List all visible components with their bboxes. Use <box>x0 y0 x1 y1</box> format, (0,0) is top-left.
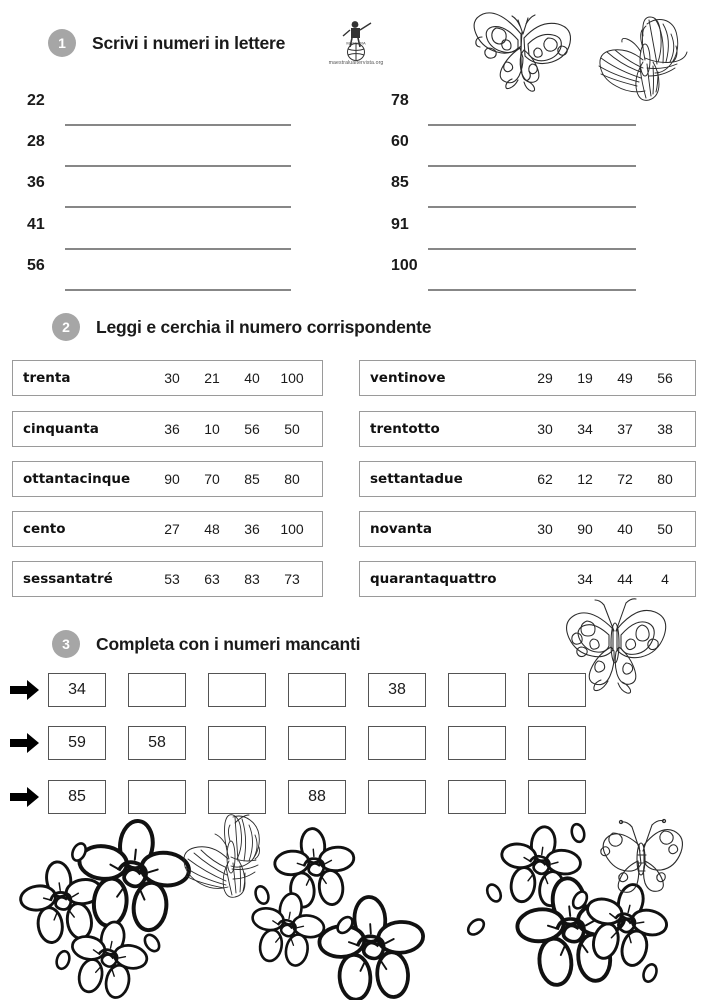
exercise-2-option[interactable]: 56 <box>244 420 260 437</box>
exercise-2-option[interactable]: 85 <box>244 470 260 487</box>
sequence-cell-empty[interactable] <box>528 673 586 707</box>
exercise-1-answer-line[interactable] <box>65 248 291 250</box>
exercise-1-answer-line[interactable] <box>65 206 291 208</box>
sequence-cell-empty[interactable] <box>288 673 346 707</box>
exercise-2-options <box>113 572 312 587</box>
maestra-logo-icon <box>333 16 379 62</box>
sequence-cell-empty[interactable] <box>368 726 426 760</box>
exercise-3-title: Completa con i numeri mancanti <box>96 633 361 654</box>
exercise-2-row[interactable] <box>359 461 696 497</box>
exercise-2-option[interactable]: 70 <box>204 470 220 487</box>
exercise-2-badge: 2 <box>52 313 80 341</box>
exercise-1-number: 22 <box>27 92 45 109</box>
sequence-cell-filled[interactable]: 58 <box>128 726 186 760</box>
exercise-2-word: cinquanta <box>23 421 99 437</box>
exercise-2-option[interactable]: 50 <box>284 420 300 437</box>
exercise-2-options <box>70 371 312 386</box>
exercise-2-options <box>130 472 312 487</box>
sequence-cell-empty[interactable] <box>208 673 266 707</box>
exercise-2-option[interactable]: 62 <box>537 470 553 487</box>
sequence-cell-empty[interactable] <box>528 726 586 760</box>
exercise-2-word: trenta <box>23 370 71 386</box>
exercise-2-row[interactable] <box>359 411 696 447</box>
exercise-2-option[interactable]: 34 <box>577 570 593 587</box>
exercise-1-number: 56 <box>27 257 45 274</box>
exercise-2-options <box>463 472 685 487</box>
exercise-2-row[interactable] <box>12 360 323 396</box>
exercise-2-options <box>497 572 685 587</box>
exercise-2-row[interactable] <box>359 561 696 597</box>
exercise-1-answer-line[interactable] <box>65 165 291 167</box>
exercise-1-answer-line[interactable] <box>65 289 291 291</box>
exercise-2-option[interactable]: 38 <box>657 420 673 437</box>
exercise-1-number: 100 <box>391 257 418 274</box>
exercise-1-answer-line[interactable] <box>428 248 636 250</box>
exercise-2-row[interactable] <box>359 511 696 547</box>
exercise-2-options <box>446 371 686 386</box>
exercise-1-row <box>27 257 291 291</box>
exercise-1-row <box>27 133 291 167</box>
exercise-2-option[interactable]: 34 <box>577 420 593 437</box>
exercise-2-option[interactable]: 21 <box>204 369 220 386</box>
sequence-cell-empty[interactable] <box>448 673 506 707</box>
exercise-2-row[interactable] <box>12 461 323 497</box>
exercise-2-header <box>52 313 431 341</box>
sequence-cell-empty[interactable] <box>128 673 186 707</box>
exercise-2-option[interactable]: 80 <box>657 470 673 487</box>
exercise-2-option[interactable]: 80 <box>284 470 300 487</box>
exercise-2-option[interactable]: 48 <box>204 520 220 537</box>
exercise-1-number: 78 <box>391 92 409 109</box>
exercise-2-option[interactable]: 36 <box>244 520 260 537</box>
exercise-2-option[interactable]: 27 <box>164 520 180 537</box>
sequence-cell-filled[interactable]: 38 <box>368 673 426 707</box>
exercise-2-row[interactable] <box>12 561 323 597</box>
exercise-2-option[interactable]: 4 <box>661 570 669 587</box>
exercise-1-row <box>27 174 291 208</box>
exercise-2-option[interactable]: 12 <box>577 470 593 487</box>
exercise-2-option[interactable]: 63 <box>204 570 220 587</box>
exercise-2-option[interactable]: 19 <box>577 369 593 386</box>
exercise-2-option[interactable]: 40 <box>244 369 260 386</box>
exercise-2-options <box>99 422 312 437</box>
svg-text:MAESTRA: MAESTRA <box>346 40 366 46</box>
exercise-2-option[interactable]: 100 <box>280 520 304 537</box>
arrow-right-icon <box>10 679 40 701</box>
exercise-2-option[interactable]: 30 <box>537 520 553 537</box>
exercise-2-option[interactable]: 30 <box>164 369 180 386</box>
exercise-2-word: ventinove <box>370 370 446 386</box>
exercise-1-row <box>391 257 636 291</box>
exercise-1-answer-line[interactable] <box>428 206 636 208</box>
exercise-2-option[interactable]: 90 <box>577 520 593 537</box>
exercise-2-options <box>432 522 685 537</box>
exercise-1-number: 28 <box>27 133 45 150</box>
exercise-2-row[interactable] <box>12 411 323 447</box>
sequence-cell-empty[interactable] <box>448 780 506 814</box>
exercise-2-word: cento <box>23 521 66 537</box>
exercise-1-row <box>27 92 291 126</box>
exercise-2-word: sessantatré <box>23 571 113 587</box>
exercise-2-title: Leggi e cerchia il numero corrispondente <box>96 316 432 337</box>
exercise-2-word: quarantaquattro <box>370 571 497 587</box>
exercise-2-word: novanta <box>370 521 432 537</box>
exercise-2-option[interactable]: 36 <box>164 420 180 437</box>
exercise-1-row <box>27 216 291 250</box>
exercise-1-row <box>391 133 636 167</box>
exercise-2-word: ottantacinque <box>23 471 131 487</box>
exercise-1-number: 60 <box>391 133 409 150</box>
exercise-2-option[interactable]: 72 <box>617 470 633 487</box>
exercise-2-row[interactable] <box>359 360 696 396</box>
exercise-1-header <box>48 29 285 57</box>
exercise-2-option[interactable]: 29 <box>537 369 553 386</box>
exercise-1-answer-line[interactable] <box>428 124 636 126</box>
exercise-3-header <box>52 630 360 658</box>
exercise-1-row <box>391 216 636 250</box>
sequence-cell-filled[interactable]: 85 <box>48 780 106 814</box>
exercise-2-word: settantadue <box>370 471 463 487</box>
exercise-2-word: trentotto <box>370 421 440 437</box>
exercise-1-answer-line[interactable] <box>428 289 636 291</box>
exercise-2-option[interactable]: 53 <box>164 570 180 587</box>
sequence-cell-empty[interactable] <box>128 780 186 814</box>
exercise-2-options <box>66 522 313 537</box>
exercise-1-number: 36 <box>27 174 45 191</box>
exercise-2-option[interactable]: 49 <box>617 369 633 386</box>
exercise-2-option[interactable]: 37 <box>617 420 633 437</box>
exercise-1-row <box>391 92 636 126</box>
sequence-cell-filled[interactable]: 59 <box>48 726 106 760</box>
exercise-2-option[interactable]: 56 <box>657 369 673 386</box>
exercise-2-option[interactable]: 83 <box>244 570 260 587</box>
exercise-2-option[interactable]: 50 <box>657 520 673 537</box>
exercise-2-row[interactable] <box>12 511 323 547</box>
sequence-cell-empty[interactable] <box>208 726 266 760</box>
exercise-2-option[interactable]: 100 <box>280 369 304 386</box>
sequence-cell-filled[interactable]: 34 <box>48 673 106 707</box>
site-logo <box>325 16 387 66</box>
exercise-1-title: Scrivi i numeri in lettere <box>92 32 286 53</box>
site-logo-text: maestralualtervista.org <box>328 60 384 66</box>
butterfly-top-left-decoration <box>466 4 581 96</box>
sequence-cell-empty[interactable] <box>448 726 506 760</box>
exercise-2-option[interactable]: 40 <box>617 520 633 537</box>
exercise-1-number: 41 <box>27 216 45 233</box>
exercise-1-number: 85 <box>391 174 409 191</box>
arrow-right-icon <box>10 786 40 808</box>
sequence-cell-empty[interactable] <box>288 726 346 760</box>
exercise-2-option[interactable]: 90 <box>164 470 180 487</box>
sequence-cell-filled[interactable]: 88 <box>288 780 346 814</box>
exercise-2-option[interactable]: 44 <box>617 570 633 587</box>
flowers-bottom-decoration <box>0 805 707 1000</box>
exercise-1-badge: 1 <box>48 29 76 57</box>
sequence-cell-empty[interactable] <box>208 780 266 814</box>
exercise-2-option[interactable]: 73 <box>284 570 300 587</box>
exercise-1-answer-line[interactable] <box>428 165 636 167</box>
exercise-1-number: 91 <box>391 216 409 233</box>
sequence-cell-empty[interactable] <box>368 780 426 814</box>
exercise-2-option[interactable]: 30 <box>537 420 553 437</box>
sequence-cell-empty[interactable] <box>528 780 586 814</box>
exercise-1-answer-line[interactable] <box>65 124 291 126</box>
exercise-2-option[interactable]: 10 <box>204 420 220 437</box>
exercise-3-badge: 3 <box>52 630 80 658</box>
exercise-2-options <box>440 422 685 437</box>
exercise-1-row <box>391 174 636 208</box>
arrow-right-icon <box>10 732 40 754</box>
